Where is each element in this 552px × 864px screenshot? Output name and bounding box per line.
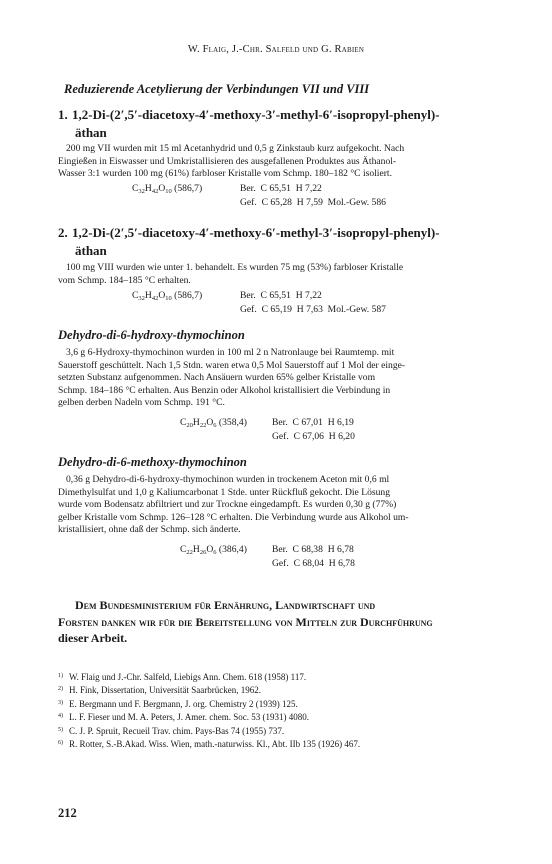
footnote-text: E. Bergmann und F. Bergmann, J. org. Chemistry 2 (1939) 125.	[69, 698, 298, 709]
text-line: gelben derben Nadeln vom Schmp. 191 °C.	[58, 397, 225, 409]
compound-name-line: 1,2-Di-(2′,5′-diacetoxy-4′-methoxy-6′-methyl-3′-isopropyl-phenyl)-	[72, 225, 440, 240]
footnote-text: H. Fink, Dissertation, Universität Saarbrücken, 1962.	[69, 685, 261, 696]
footnote-text: R. Rotter, S.-B.Akad. Wiss. Wien, math.-naturwiss. Kl., Abt. IIb 135 (1926) 467.	[69, 739, 361, 750]
section-title: Reduzierende Acetylierung der Verbindungen VII und VIII	[64, 82, 370, 96]
footnote-mark: 4)	[58, 713, 63, 720]
footnote-text: L. F. Fieser und M. A. Peters, J. Amer. chem. Soc. 53 (1931) 4080.	[69, 712, 310, 723]
text-line: vom Schmp. 184–185 °C erhalten.	[58, 274, 191, 286]
running-header: W. Flaig, J.-Chr. Salfeld und G. Rabien	[187, 44, 365, 55]
footnote	[58, 738, 528, 751]
acknowledgement	[58, 597, 518, 647]
experimental-paragraph	[58, 143, 518, 181]
footnote-mark: 5)	[58, 726, 63, 733]
analysis-found: Gef. C 67,06 H 6,20	[272, 431, 355, 442]
experimental-paragraph	[58, 262, 518, 287]
footnote	[58, 725, 528, 738]
text-line: Schmp. 184–186 °C erhalten. Aus Benzin oder Alkohol kristallisiert die Verbindung in	[58, 384, 391, 396]
analysis-calculated: Ber. C 65,51 H 7,22	[240, 290, 322, 301]
text-line: 100 mg VIII wurden wie unter 1. behandelt. Es wurden 75 mg (53%) farbloser Kristalle	[66, 262, 404, 273]
compound-name-line: äthan	[75, 243, 107, 258]
molecular-formula: $C_{22}H_{26}O_6$ (386,4)	[180, 544, 247, 556]
text-line: 0,36 g Dehydro-di-6-hydroxy-thymochinon wurden in trockenem Aceton mit 0,6 ml	[66, 474, 390, 485]
compound-heading	[58, 106, 518, 142]
compound-number: 2.	[58, 225, 68, 240]
section-title: Dehydro-di-6-methoxy-thymochinon	[58, 455, 247, 469]
footnote	[58, 698, 528, 711]
text-line: 3,6 g 6-Hydroxy-thymochinon wurden in 100 ml 2 n Natronlauge bei Raumtemp. mit	[66, 347, 395, 358]
analysis-found: Gef. C 65,19 H 7,63 Mol.-Gew. 587	[240, 304, 386, 315]
footnote-mark: 3)	[58, 699, 63, 706]
analysis-calculated: Ber. C 68,38 H 6,78	[272, 544, 354, 555]
compound-name-line: äthan	[75, 125, 107, 140]
compound-number: 1.	[58, 107, 68, 122]
acknowledgement-line: dieser Arbeit.	[58, 631, 128, 645]
footnote-mark: 6)	[58, 740, 63, 747]
text-line: Wasser 3:1 wurden 100 mg (61%) farbloser Kristalle vom Schmp. 180–182 °C isoliert.	[58, 168, 392, 180]
footnotes-list	[58, 671, 528, 751]
experimental-paragraph	[58, 347, 518, 410]
analysis-calculated: Ber. C 65,51 H 7,22	[240, 183, 322, 194]
analysis-found: Gef. C 68,04 H 6,78	[272, 558, 355, 569]
text-line: wurde vom Bodensatz abfiltriert und zur Trockne eingedampft. Es wurden 0,30 g (77%)	[58, 499, 397, 511]
section-title: Dehydro-di-6-hydroxy-thymochinon	[58, 328, 245, 342]
text-line: setzten Substanz aufgenommen. Nach Ansäuern wurden 65% gelber Kristalle vom	[58, 372, 376, 384]
text-line: Sauerstoff geschüttelt. Nach 1,5 Stdn. waren etwa 0,5 Mol Sauerstoff auf 1 Mol der einge-	[58, 359, 406, 371]
analysis-found: Gef. C 65,28 H 7,59 Mol.-Gew. 586	[240, 197, 386, 208]
molecular-formula: $C_{32}H_{42}O_{10}$ (586,7)	[132, 183, 203, 195]
molecular-formula: $C_{32}H_{42}O_{10}$ (586,7)	[132, 290, 203, 302]
footnote	[58, 684, 528, 697]
footnote-mark: 2)	[58, 686, 63, 693]
footnote-text: C. J. P. Spruit, Recueil Trav. chim. Pays-Bas 74 (1955) 737.	[69, 725, 285, 736]
footnote-text: W. Flaig und J.-Chr. Salfeld, Liebigs Ann. Chem. 618 (1958) 117.	[69, 672, 307, 682]
page-number: 212	[58, 806, 77, 820]
text-line: kristallisiert, ohne daß der Schmp. sich änderte.	[58, 524, 241, 536]
analysis-calculated: Ber. C 67,01 H 6,19	[272, 417, 354, 428]
compound-name-line: 1,2-Di-(2′,5′-diacetoxy-4′-methoxy-3′-methyl-6′-isopropyl-phenyl)-	[72, 107, 440, 122]
text-line: gelber Kristalle vom Schmp. 126–128 °C erhalten. Die Verbindung wurde aus Alkohol um-	[58, 511, 409, 523]
molecular-formula: $C_{20}H_{22}O_6$ (358,4)	[180, 417, 247, 429]
compound-heading	[58, 224, 518, 260]
experimental-paragraph	[58, 474, 518, 537]
acknowledgement-line: Dem Bundesministerium für Ernährung, Landwirtschaft und	[75, 598, 376, 612]
footnote-mark: 1)	[58, 673, 63, 679]
text-line: Dimethylsulfat und 1,0 g Kaliumcarbonat 1 Stde. unter Rückfluß gekocht. Die Lösung	[58, 486, 390, 498]
acknowledgement-line: Forsten danken wir für die Bereitstellung von Mitteln zur Durchführung	[58, 614, 433, 629]
text-line: Eingießen in Eiswasser und Umkristallisieren des ausgefallenen Produktes aus Äthanol-	[58, 155, 397, 167]
text-line: 200 mg VII wurden mit 15 ml Acetanhydrid und 0,5 g Zinkstaub kurz aufgekocht. Nach	[66, 143, 405, 154]
footnote	[58, 711, 528, 724]
footnote	[58, 671, 528, 684]
